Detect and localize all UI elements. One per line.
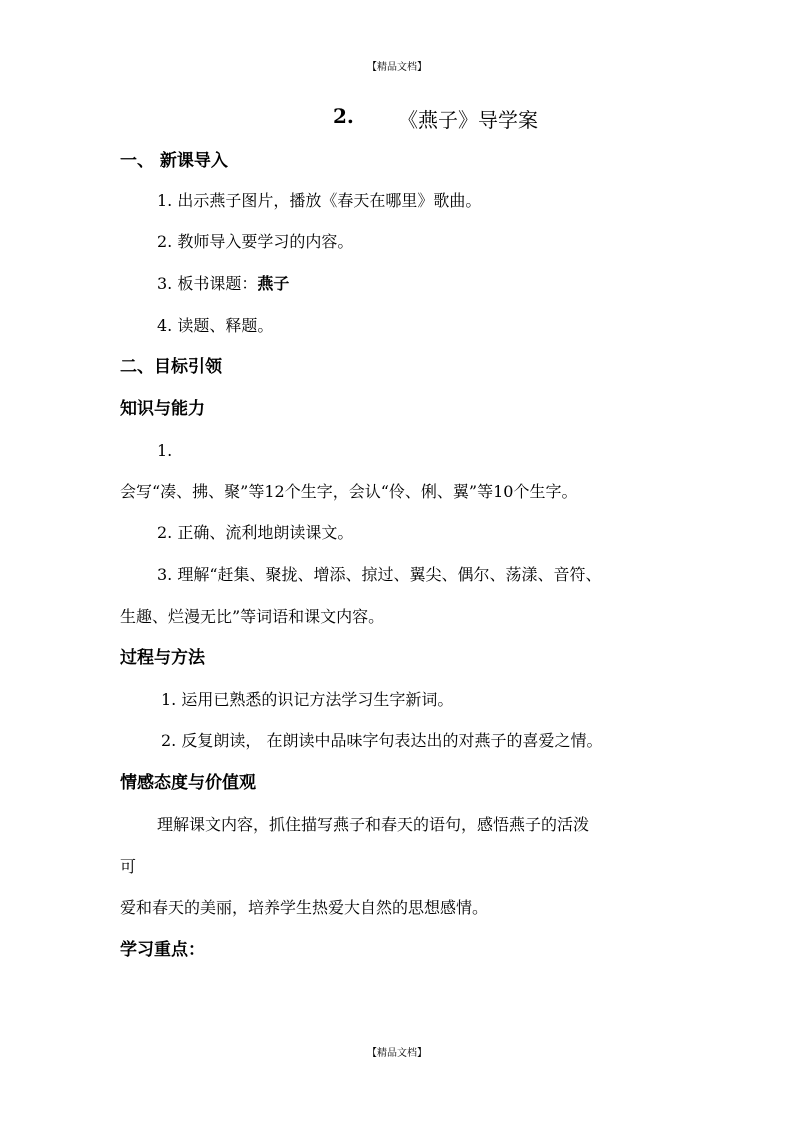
- lesson-title-bold: 燕子: [257, 274, 290, 293]
- list-item-continuation: 生趣、烂漫无比”等词语和课文内容。: [120, 607, 385, 626]
- paragraph-line: 可: [120, 857, 137, 876]
- list-item: 1. 出示燕子图片，播放《春天在哪里》歌曲。: [157, 191, 482, 210]
- section-heading-new-lesson: 一、 新课导入: [120, 151, 228, 171]
- list-item: 2. 反复朗读， 在朗读中品味字句表达出的对燕子的喜爱之情。: [161, 731, 603, 750]
- subheading-knowledge: 知识与能力: [120, 399, 205, 419]
- page-header-note: 【精品文档】: [367, 62, 427, 73]
- paragraph-line: 理解课文内容，抓住描写燕子和春天的语句，感悟燕子的活泼: [157, 815, 590, 834]
- list-item: 4. 读题、释题。: [157, 316, 274, 335]
- subheading-process: 过程与方法: [120, 648, 205, 668]
- page-footer-note: 【精品文档】: [367, 1048, 427, 1059]
- list-item: [157, 274, 289, 294]
- list-item: 3. 理解“赶集、聚拢、增添、掠过、翼尖、偶尔、荡漾、音符、: [157, 565, 602, 584]
- subheading-key-points: 学习重点：: [120, 940, 205, 960]
- list-item: 2. 教师导入要学习的内容。: [157, 232, 354, 251]
- paragraph-line: 爱和春天的美丽，培养学生热爱大自然的思想感情。: [120, 898, 489, 917]
- section-heading-goals: 二、目标引领: [120, 357, 222, 377]
- list-item: 1. 运用已熟悉的识记方法学习生字新词。: [161, 690, 454, 709]
- title-text: 《燕子》导学案: [398, 108, 538, 132]
- list-item-text: 3. 板书课题：: [157, 274, 258, 293]
- list-item: 会写“凑、拂、聚”等12个生字，会认“伶、俐、翼”等10个生字。: [120, 482, 578, 501]
- list-item-number: 1.: [157, 441, 173, 460]
- list-item: 2. 正确、流利地朗读课文。: [157, 523, 354, 542]
- title-number: 2.: [333, 104, 354, 128]
- subheading-emotion: 情感态度与价值观: [120, 773, 256, 793]
